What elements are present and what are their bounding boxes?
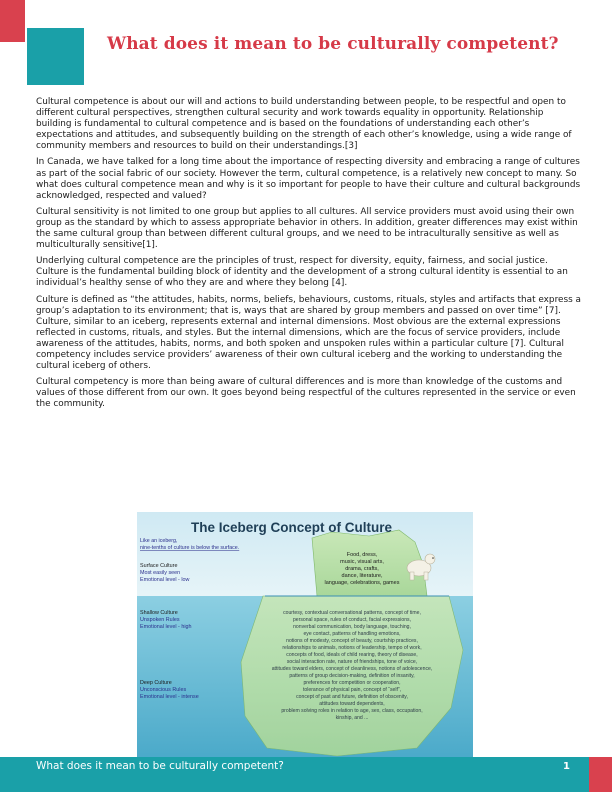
paragraph: In Canada, we have talked for a long time about the importance of respecting diversity and embracing a range of cultures as part of the social fabric of our society. However the term, cultural competence, is a relatively new concept to many. So what does cultural competence mean and why is it so important for people to have their culture and cultural backgrounds acknowledged, respected and valued? — [36, 157, 581, 201]
deep-culture-item: eye contact, patterns of handling emotions, — [303, 631, 401, 637]
deep-culture-item: preferences for competition or cooperation, — [303, 680, 401, 686]
shallow-culture-label: Shallow Culture — [140, 610, 178, 616]
surface-item: music, visual arts, — [340, 559, 384, 565]
surface-culture-subtitle: Most easily seen — [140, 570, 181, 576]
footer — [0, 757, 612, 792]
page-title: What does it mean to be culturally competent? — [107, 34, 559, 54]
deep-culture-item: problem solving roles in relation to age, sex, class, occupation, — [281, 708, 423, 714]
surface-item: language, celebrations, games — [324, 580, 400, 586]
deep-culture-item: relationships to animals, notions of leadership, tempo of work, — [282, 645, 422, 651]
iceberg-title: The Iceberg Concept of Culture — [191, 520, 393, 535]
shallow-culture-emotional: Emotional level - high — [140, 624, 192, 630]
deep-culture-label: Deep Culture — [140, 680, 172, 686]
deep-culture-item: tolerance of physical pain, concept of “self”, — [303, 687, 401, 693]
deep-culture-item: social interaction rate, nature of friendships, tone of voice, — [286, 659, 418, 665]
paragraph: Cultural sensitivity is not limited to one group but applies to all cultures. All service providers must avoid using their own group as the standard by which to assess appropriate behavior in others. In addition, greater differences may exist within the same cultural group than between different cultural groups, and we need to be intraculturally sensitive as well as multiculturally sensitive[1]. — [36, 206, 578, 251]
surface-culture-label: Surface Culture — [140, 563, 178, 569]
deep-culture-item: nonverbal communication, body language, touching, — [293, 624, 411, 630]
deep-culture-item: attitudes toward dependents, — [319, 701, 385, 707]
corner-accent-teal — [27, 28, 84, 85]
deep-culture-item: kinship, and ... — [335, 715, 369, 721]
deep-culture-item: courtesy, contextual conversational patterns, concept of time, — [283, 610, 421, 616]
paragraph: Cultural competence is about our will and actions to build understanding between people, to be respectful and open to different cultural perspectives, strengthen cultural security and work towards equality in opportunity. Relationship building is fundamental to cultural competence and is based on the foundations of understanding each other’s expectations and attitudes, and subsequently building on the strength of each other’s knowledge, using a wide range of community members and resources to build on their understandings.[3] — [36, 97, 572, 152]
body-text — [36, 97, 581, 415]
deep-culture-item: personal space, rules of conduct, facial expressions, — [292, 617, 412, 623]
footer-accent — [589, 757, 612, 792]
shallow-culture-subtitle: Unspoken Rules — [140, 617, 180, 623]
page-number: 1 — [563, 761, 570, 772]
iceberg-illustration — [137, 512, 473, 760]
deep-culture-item: notions of modesty, concept of beauty, courtship practices, — [286, 638, 418, 644]
deep-culture-item: concept of past and future, definition of obscenity, — [296, 694, 408, 700]
surface-item: dance, literature, — [341, 573, 383, 579]
deep-culture-subtitle: Unconscious Rules — [140, 687, 187, 693]
deep-culture-item: patterns of group decision-making, definition of insanity, — [289, 673, 415, 679]
iceberg-intro: Like an iceberg, — [140, 538, 178, 544]
surface-item: drama, crafts, — [345, 566, 379, 572]
paragraph: Culture is defined as “the attitudes, habits, norms, beliefs, behaviours, customs, rituals, styles and artifacts that express a group’s adaptation to its environment; that is, ways that are shared by group members and passed on over time” [7]. Culture, similar to an iceberg, represents external and internal dimensions. Most obvious are the external expressions reflected in customs, rituals, and styles. But the internal dimensions, which are the focus of service providers, include awareness of the attitudes, habits, norms, and both spoken and unspoken rules within a particular culture [7]. Cultural competency includes service providers’ awareness of their own cultural iceberg and the working to understanding the cultural iceberg of others. — [36, 294, 581, 372]
footer-title: What does it mean to be culturally competent? — [36, 760, 284, 772]
deep-culture-item: concepts of food, ideals of child rearing, theory of disease, — [286, 652, 418, 658]
deep-culture-emotional: Emotional level - intense — [140, 694, 199, 700]
deep-culture-item: attitudes toward elders, concept of cleanliness, notions of adolescence, — [271, 666, 433, 672]
surface-item: Food, dress, — [346, 552, 378, 558]
paragraph: Underlying cultural competence are the principles of trust, respect for diversity, equity, fairness, and social justice. Culture is the fundamental building block of identity and the development of a strong cultural identity is essential to an individual’s healthy sense of who they are and where they belong [4]. — [36, 256, 568, 289]
surface-culture-emotional: Emotional level - low — [140, 577, 190, 583]
iceberg-intro: nine-tenths of culture is below the surface. — [140, 545, 240, 551]
paragraph: Cultural competency is more than being aware of cultural differences and is more than knowledge of the customs and values of those different from our own. It goes beyond being respectful of the cultures represented in the service or even the community. — [36, 377, 576, 410]
corner-accent-red — [0, 0, 25, 42]
